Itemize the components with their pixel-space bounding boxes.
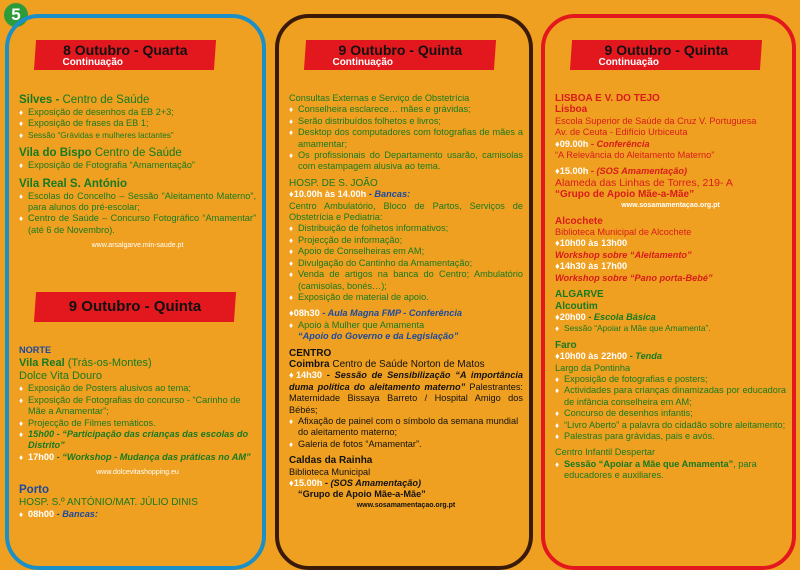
column-9-outubro-a: [275, 14, 533, 570]
section-obstetricia: Consultas Externas e Serviço de Obstetrícia ♦ Conselheira esclarece… mães e grávidas; ♦ Serão distribuídos folhetos e livros; ♦ Desktop dos computadores com fotografias de mães a amamentar; ♦ Os profissionais do Departamento usarão, camisolas com estampagem alusiva ao tema. HOSP. DE S. JOÃO ♦10.00h às 14.00h - Bancas: Centro Ambulatório, Bloco de Partos, Serviços de Obstetrícia e Pediatria: ♦ Distribuição de folhetos informativos; ♦ Projecção de informação; ♦ Apoio de Conselheiras em AM; ♦ Divulgação do Cantinho da Amamentação; ♦ Venda de artigos na banca do Centro; Ambulatório (camisolas, bonés…); ♦ Exposição de material de apoio. ♦08h30 - Aula Magna FMP - Conferência ♦ Apoio à Mulher que Amamenta “Apoio do Governo e da Legislação” CENTRO Coimbra Centro de Saúde Norton de Matos ♦14h30 - Sessão de Sensibilização “A importância duma política do aleitamento materno” Palestrantes: Maternidade Bissaya Barreto / Hospital Amigo dos Bébés; ♦ Afixação de painel com o símbolo da semana mundial do aleitamento materno; ♦ Galeria de fotos “Amamentar”. Caldas da Rainha Biblioteca Municipal ♦15.00h - (SOS Amamentação) “Grupo de Apoio Mãe-a-Mãe” www.sosamamentaçao.org.pt: [289, 93, 523, 511]
url-sos[interactable]: www.sosamamentaçao.org.pt: [356, 501, 456, 509]
column-9-outubro-b: [541, 14, 796, 570]
date-banner: 9 Outubro - Quinta Continuação: [304, 40, 496, 70]
url-sos-lisboa[interactable]: www.sosamamentaçao.org.pt: [621, 201, 720, 209]
url-arsalgarve[interactable]: www.arsalgarve.min-saude.pt: [91, 242, 184, 250]
column-8-outubro: [5, 14, 266, 570]
section-norte: NORTE Vila Real (Trás-os-Montes) Dolce Vita Douro ♦ Exposição de Posters alusivos ao tema; ♦ Exposição de Fotografias do concurso - “Carinho de Mãe a Amamentar”; ♦ Projecção de Filmes temáticos. ♦ 15h00 - “Participação das crianças das escolas do Distrito” ♦ 17h00 - “Workshop - Mudança das práticas no AM” www.dolcevitashopping.eu Porto HOSP. S.º ANTÓNIO/MAT. JÚLIO DINIS ♦ 08h00 - Bancas:: [19, 345, 256, 520]
page-number: 5: [4, 3, 28, 27]
banner-date: 8 Outubro - Quarta: [63, 42, 188, 58]
section-lisboa: LISBOA E V. DO TEJO Lisboa Escola Superior de Saúde da Cruz V. Portuguesa Av. de Ceuta - Edifício Urbiceuta ♦09.00h - Conferência “A Relevância do Aleitamento Materno” ♦15.00h - (SOS Amamentação) Alameda das Linhas de Torres, 219- A “Grupo de Apoio Mãe-a-Mãe” www.sosamamentaçao.org.pt Alcochete Biblioteca Municipal de Alcochete ♦10h00 às 13h00 Workshop sobre “Aleitamento” ♦14h30 às 17h00 Workshop sobre “Pano porta-Bebé” ALGARVE Alcoutim ♦20h00 - Escola Básica ♦ Sessão “Apoiar a Mãe que Amamenta”. Faro ♦10h00 às 22h00 - Tenda Largo da Pontinha ♦ Exposição de fotografias e posters; ♦ Actividades para crianças dinamizadas por educadora de infância conselheira em AM; ♦ Concurso de desenhos infantis; ♦ “Livro Aberto” a palavra do cidadão sobre aleitamento; ♦ Palestras para grávidas, pais e avós. Centro Infantil Despertar ♦ Sessão “Apoiar a Mãe que Amamenta”, para educadores e auxiliares.: [555, 93, 786, 482]
banner-sub: Continuação: [62, 57, 124, 68]
url-dolcevita[interactable]: www.dolcevitashopping.eu: [96, 469, 179, 477]
date-banner-2: 9 Outubro - Quinta: [34, 292, 236, 322]
section-silves: Silves - Centro de Saúde ♦ Exposição de desenhos da EB 2+3; ♦ Exposição de frases da EB 1; ♦ Sessão “Grávidas e mulheres lactantes” Vila do Bispo Centro de Saúde ♦ Exposição de Fotografia “Amamentação” Vila Real S. António ♦ Escolas do Concelho – Sessão “Aleitamento Materno”, para alunos do pré-escolar; ♦ Centro de Saúde – Concurso Fotográfico “Amamentar” (até 6 de Novembro). www.arsalgarve.min-saude.pt: [19, 93, 256, 251]
date-banner: 9 Outubro - Quinta Continuação: [570, 40, 762, 70]
date-banner: [34, 40, 216, 70]
